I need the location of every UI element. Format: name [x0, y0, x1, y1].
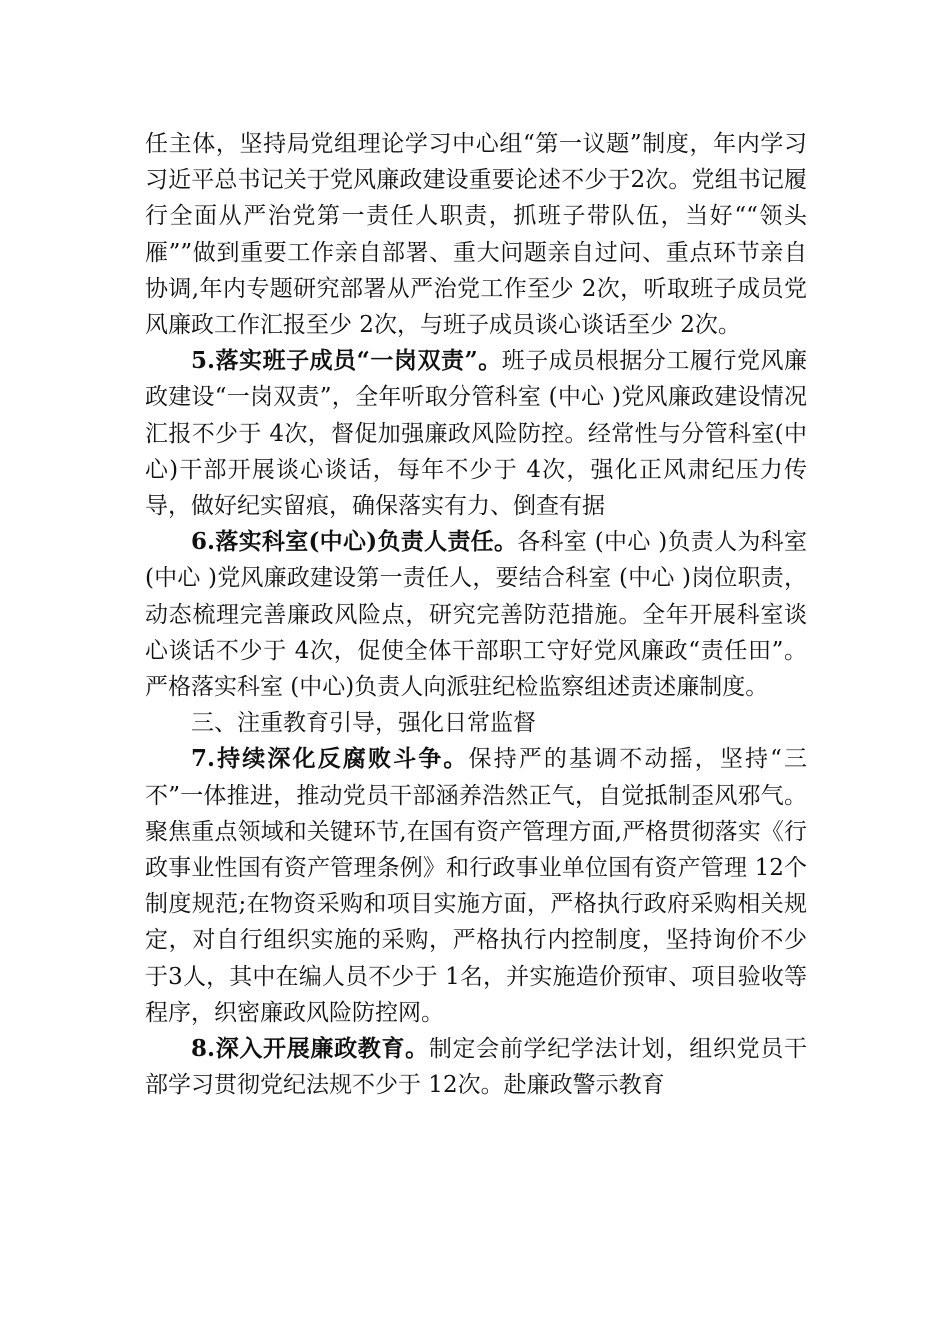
paragraph-item-7: [145, 741, 807, 1031]
document-page: [145, 126, 807, 1103]
paragraph-heading: 6.落实科室(中心)负责人责任。: [191, 528, 518, 556]
paragraph-text: 保持严的基调不动摇，坚持“三不”一体推进，推动党员干部涵养浩然正气，自觉抵制歪风邪气。聚焦重点领域和关键环节,在国有资产管理方面,严格贯彻落实《行政事业性国有资产管理条例》和行政事业单位国有资产管理 12个制度规范;在物资采购和项目实施方面，严格执行政府采购相关规定，对自行组织实施的采购，严格执行内控制度，坚持询价不少于3人，其中在编人员不少于 1名，并实施造价预审、项目验收等程序，织密廉政风险防控网。: [145, 746, 808, 1026]
paragraph-item-8: [145, 1031, 807, 1103]
paragraph-item-5: [145, 343, 807, 524]
paragraph-text: 任主体，坚持局党组理论学习中心组“第一议题”制度，年内学习习近平总书记关于党风廉政建设重要论述不少于2次。党组书记履行全面从严治党第一责任人职责，抓班子带队伍，当好““领头雁””做到重要工作亲自部署、重大问题亲自过问、重点环节亲自协调,年内专题研究部署从严治党工作至少 2次，听取班子成员党风廉政工作汇报至少 2次，与班子成员谈心谈话至少 2次。: [145, 131, 807, 339]
paragraph-text: 制定会前学纪学法计划，组织党员干部学习贯彻党纪法规不少于 12次。赴廉政警示教育: [145, 1036, 808, 1099]
paragraph-party-leadership: [145, 126, 807, 343]
paragraph-heading: 8.深入开展廉政教育。: [191, 1035, 429, 1063]
section-heading-text: 三、注重教育引导，强化日常监督: [191, 710, 536, 737]
paragraph-item-6: [145, 524, 807, 705]
section-heading-three: [145, 705, 807, 741]
paragraph-text: 各科室 (中心 )负责人为科室 (中心 )党风廉政建设第一责任人，要结合科室 (中心 )岗位职责，动态梳理完善廉政风险点，研究完善防范措施。全年开展科室谈心谈话不少于 4次，促使全体干部职工守好党风廉政“责任田”。 严格落实科室 (中心)负责人向派驻纪检监察组述责述廉制度。: [145, 529, 807, 701]
paragraph-heading: 7.持续深化反腐败斗争。: [191, 745, 469, 773]
paragraph-heading: 5.落实班子成员“一岗双责”。: [191, 347, 502, 375]
paragraph-text: 班子成员根据分工履行党风廉政建设“一岗双责”，全年听取分管科室 (中心 )党风廉政建设情况汇报不少于 4次，督促加强廉政风险防控。经常性与分管科室(中心)干部开展谈心谈话，每年不少于 4次，强化正风肃纪压力传导，做好纪实留痕，确保落实有力、倒查有据: [145, 348, 807, 520]
